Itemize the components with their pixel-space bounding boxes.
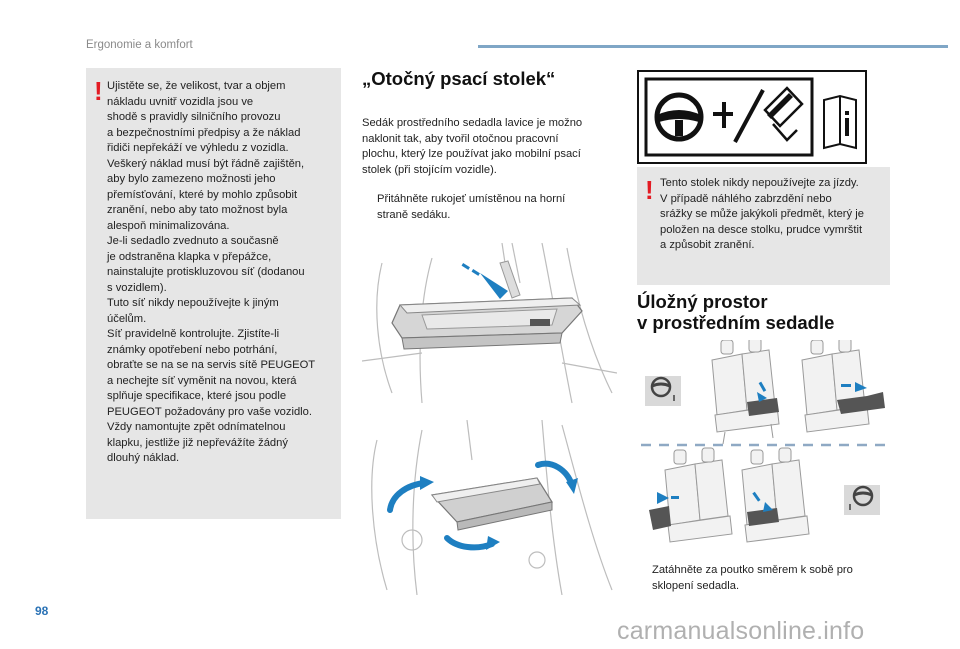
swivel-table-bullet xyxy=(362,192,622,224)
swivel-table-title: „Otočný psací stolek“ xyxy=(362,68,556,89)
seat-panel-2 xyxy=(802,340,885,432)
header-rule xyxy=(478,45,948,48)
left-warning-text: Ujistěte se, že velikost, tvar a objem nákladu uvnitř vozidla jsou ve shodě s pravidly silničního provozu a bezpečnostními předpisy a že náklad řidiči nepřekáží ve výhledu z vozidla. Veškerý náklad musí být řádně zajištěn, aby bylo zamezeno možnosti jeho přemísťování, které by mohlo způsobit zranění, nebo aby tato možnost byla alespoň minimalizována. Je-li sedadlo zvednuto a současně je odstraněna klapka v přepážce, nainstalujte protiskluzovou síť (dodanou s vozidlem). Tuto síť nikdy nepoužívejte k jiným účelům. Síť pravidelně kontrolujte. Zjistíte-li známky opotřebení nebo potrhání, obraťte se na se na servis sítě PEUGEOT a nechejte síť vyměnit na novou, která splňuje specifikace, které jsou podle PEUGEOT požadovány pro vaše vozidlo. Vždy namontujte zpět odnímatelnou klapku, jestliže již nepřevážíte žádný dlouhý náklad. xyxy=(107,80,316,464)
seat-illustrations xyxy=(637,340,890,555)
manual-book-icon xyxy=(824,96,856,148)
exclamation-icon: ! xyxy=(94,76,103,106)
swivel-table-intro: Sedák prostředního sedadla lavice je možno naklonit tak, aby tvořil otočnou pracovní plochu, který lze používat jako mobilní psací stolek (při stojícím vozidle). xyxy=(362,117,583,176)
seat-panel-1 xyxy=(712,340,779,444)
right-warning-text: Tento stolek nikdy nepoužívejte za jízdy. V případě náhlého zabrzdění nebo srážky se může jakýkoli předmět, který je položen na desce stolku, prudce vymrštit a způsobit zranění. xyxy=(660,177,864,251)
section-header: Ergonomie a komfort xyxy=(86,39,193,51)
swivel-table-bullet-text: Přitáhněte rukojeť umístěnou na horní straně sedáku. xyxy=(377,193,566,221)
page-number: 98 xyxy=(35,604,49,618)
left-warning-box xyxy=(86,68,341,519)
table-illustration-top xyxy=(362,243,617,405)
storage-title: Úložný prostor v prostředním sedadle xyxy=(637,291,835,333)
table-illustration-bottom xyxy=(362,420,617,595)
warning-pictogram xyxy=(637,70,867,164)
exclamation-icon: ! xyxy=(645,175,654,205)
storage-bullet xyxy=(637,563,890,595)
watermark: carmanualsonline.info xyxy=(617,617,865,645)
right-warning-box xyxy=(637,167,890,285)
storage-bullet-text: Zatáhněte za poutko směrem k sobě pro sklopení sedadla. xyxy=(652,564,853,592)
steering-badge-left xyxy=(645,376,681,406)
seat-panel-4 xyxy=(742,448,809,542)
seat-panel-3 xyxy=(649,448,732,542)
steering-badge-right xyxy=(844,485,880,515)
